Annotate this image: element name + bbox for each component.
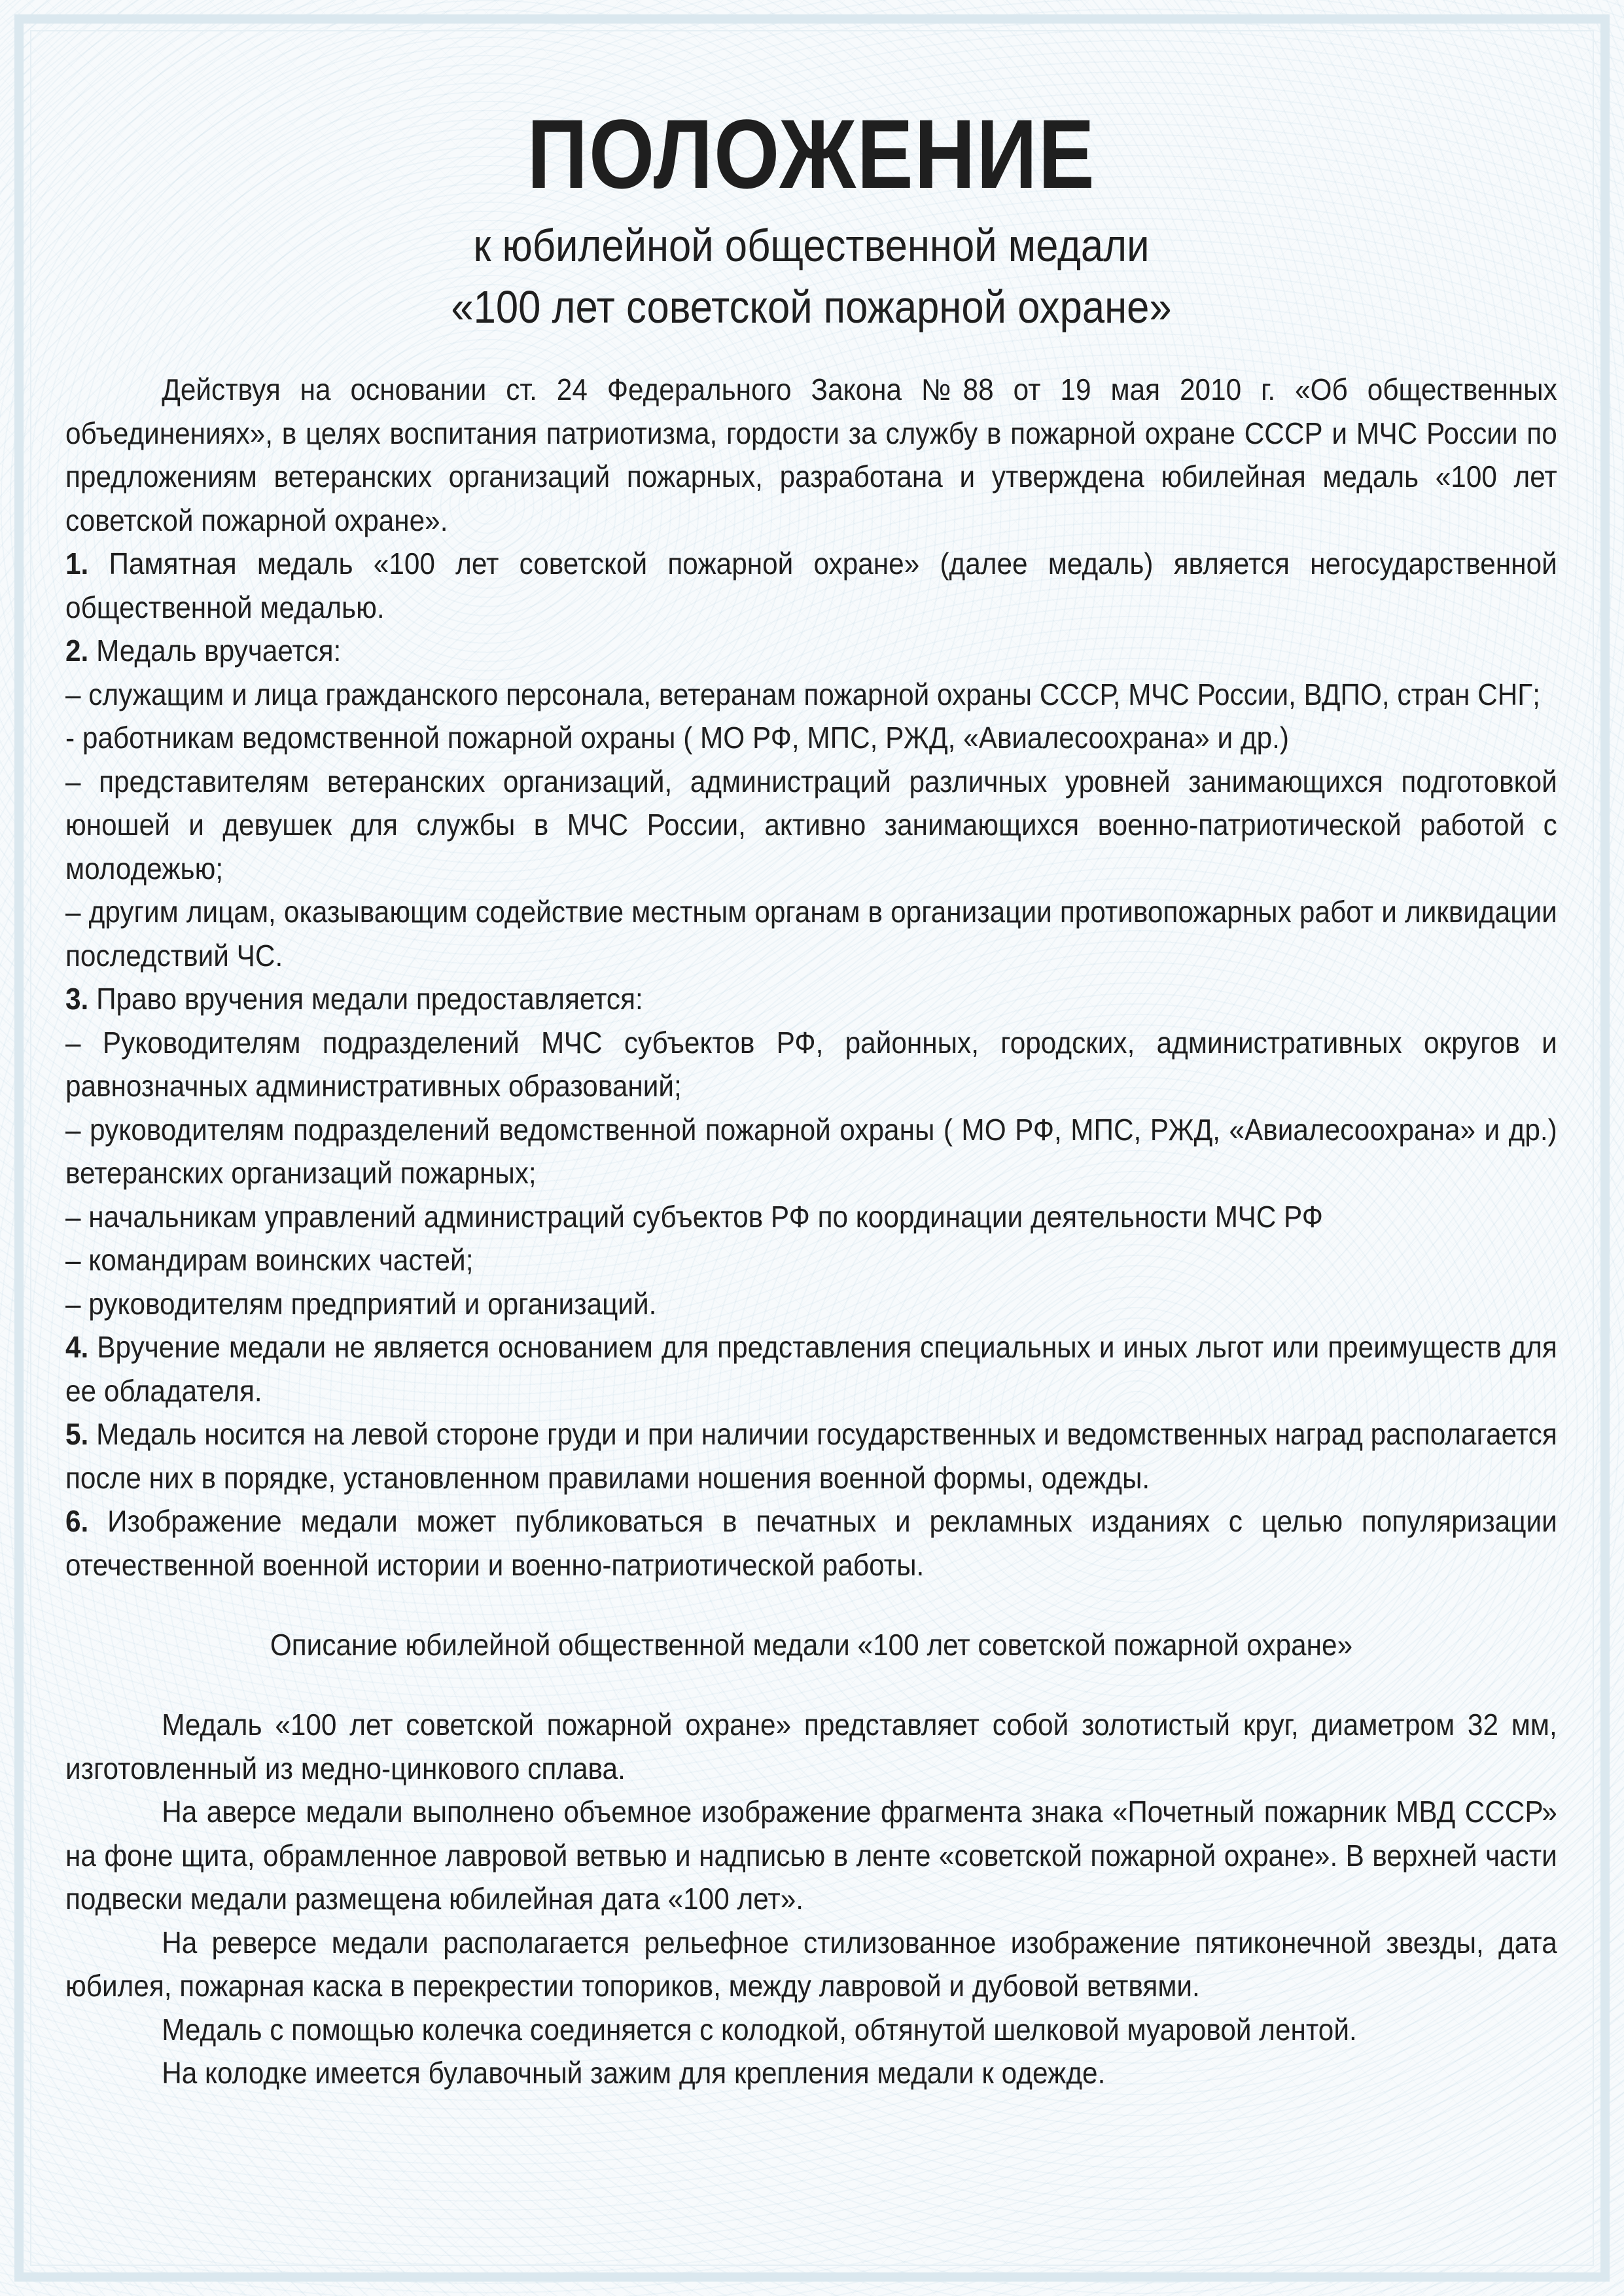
provision-number: 2.: [65, 634, 89, 668]
provision-item: [65, 1412, 1557, 1499]
provision-number: 6.: [65, 1504, 89, 1538]
provision-text: – Руководителям подразделений МЧС субъектов РФ, районных, городских, административных округов и равнозначных административных образований;: [65, 1025, 1557, 1103]
document-subtitle-line-1: к юбилейной общественной медали: [473, 220, 1150, 271]
provision-text: – служащим и лица гражданского персонала, ветеранам пожарной охраны СССР, МЧС России, ВДПО, стран СНГ;: [65, 677, 1540, 711]
provision-item: [65, 977, 1557, 1021]
provision-text: – начальникам управлений администраций субъектов РФ по координации деятельности МЧС РФ: [65, 1199, 1323, 1234]
provision-text: Вручение медали не является основанием для представления специальных и иных льгот или преимуществ для ее обладателя.: [65, 1330, 1557, 1408]
description-section: [65, 1703, 1557, 2095]
provision-text: Изображение медали может публиковаться в печатных и рекламных изданиях с целью популяризации отечественной военной истории и военно-патриотической работы.: [65, 1504, 1557, 1582]
provision-number: 5.: [65, 1417, 89, 1451]
document-title: ПОЛОЖЕНИЕ: [527, 99, 1096, 209]
description-paragraph: На аверсе медали выполнено объемное изображение фрагмента знака «Почетный пожарник МВД СССР» на фоне щита, обрамленное лавровой ветвью и надписью в ленте «советской пожарной охране». В верхней части подвески медали размещена юбилейная дата «100 лет».: [65, 1795, 1557, 1916]
provision-text: Право вручения медали предоставляется:: [96, 982, 643, 1016]
provision-item: [65, 1108, 1557, 1195]
document-body: [65, 368, 1557, 2095]
provision-item: [65, 1238, 1557, 1282]
provision-item: [65, 1325, 1557, 1412]
document-content: [65, 98, 1557, 2095]
provisions-list: [65, 542, 1557, 1587]
provision-number: 1.: [65, 547, 89, 581]
provision-text: – командирам воинских частей;: [65, 1243, 474, 1277]
provision-text: – представителям ветеранских организаций, администраций различных уровней занимающихся подготовкой юношей и девушек для службы в МЧС России, активно занимающихся военно-патриотической работой с молодежью;: [65, 764, 1557, 886]
provision-item: [65, 1499, 1557, 1587]
intro-paragraph: Действуя на основании ст. 24 Федерального Закона №88 от 19 мая 2010 г. «Об общественных объединениях», в целях воспитания патриотизма, гордости за службу в пожарной охране СССР и МЧС России по предложениям ветеранских организаций пожарных, разработана и утверждена юбилейная медаль «100 лет советской пожарной охране».: [65, 372, 1557, 537]
provision-item: [65, 1021, 1557, 1108]
provision-text: - работникам ведомственной пожарной охраны ( МО РФ, МПС, РЖД, «Авиалесоохрана» и др.): [65, 721, 1289, 755]
document-subtitle-line-2: «100 лет советской пожарной охране»: [451, 281, 1172, 332]
provision-text: – руководителям предприятий и организаций.: [65, 1286, 657, 1321]
provision-text: Медаль носится на левой стороне груди и при наличии государственных и ведомственных наград располагается после них в порядке, установленном правилами ношения военной формы, одежды.: [65, 1417, 1557, 1495]
provision-item: [65, 673, 1557, 717]
description-title: Описание юбилейной общественной медали «100 лет советской пожарной охране»: [270, 1628, 1353, 1662]
provision-text: – другим лицам, оказывающим содействие местным органам в организации противопожарных работ и ликвидации последствий ЧС.: [65, 895, 1557, 973]
provision-number: 3.: [65, 982, 89, 1016]
provision-number: 4.: [65, 1330, 89, 1364]
provision-item: [65, 1282, 1557, 1326]
provision-item: [65, 542, 1557, 629]
description-paragraph: Медаль «100 лет советской пожарной охране» представляет собой золотистый круг, диаметром 32 мм, изготовленный из медно-цинкового сплава.: [65, 1708, 1557, 1785]
provision-item: [65, 716, 1557, 760]
provision-item: [65, 1195, 1557, 1239]
description-paragraph: Медаль с помощью колечка соединяется с колодкой, обтянутой шелковой муаровой лентой.: [162, 2012, 1357, 2047]
provision-item: [65, 629, 1557, 673]
provision-text: Медаль вручается:: [96, 634, 342, 668]
provision-item: [65, 760, 1557, 891]
provision-text: – руководителям подразделений ведомственной пожарной охраны ( МО РФ, МПС, РЖД, «Авиалесоохрана» и др.) ветеранских организаций пожарных;: [65, 1112, 1557, 1190]
provision-item: [65, 890, 1557, 977]
description-paragraph: На реверсе медали располагается рельефное стилизованное изображение пятиконечной звезды, дата юбилея, пожарная каска в перекрестии топориков, между лавровой и дубовой ветвями.: [65, 1925, 1557, 2003]
description-paragraph: На колодке имеется булавочный зажим для крепления медали к одежде.: [162, 2056, 1106, 2090]
provision-text: Памятная медаль «100 лет советской пожарной охране» (далее медаль) является негосударственной общественной медалью.: [65, 547, 1557, 624]
